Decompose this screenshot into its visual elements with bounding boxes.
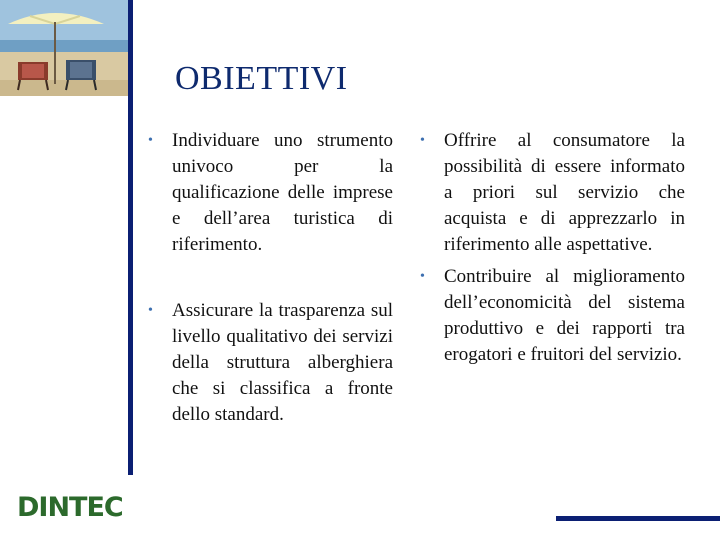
bullet-icon: • <box>420 133 425 148</box>
bottom-accent-line <box>556 516 720 521</box>
left-column <box>148 128 393 428</box>
bullet-item <box>148 128 393 258</box>
bullet-item <box>420 128 685 258</box>
bullet-text: Assicurare la trasparenza sul livello qualitativo dei servizi della struttura alberghiera che si classifica a fronte dello standard. <box>172 300 393 425</box>
bullet-icon: • <box>420 269 425 284</box>
bullet-text: Contribuire al miglioramento dell’economicità del sistema produttivo e dei rapporti tra erogatori e fruitori del servizio. <box>444 266 685 365</box>
slide-title: OBIETTIVI <box>175 60 348 97</box>
bullet-text: Individuare uno strumento univoco per la qualificazione delle imprese e dell’area turistica di riferimento. <box>172 130 393 255</box>
company-logo: DINTEC <box>17 492 123 523</box>
beach-photo <box>0 0 130 96</box>
vertical-accent-bar <box>128 0 133 475</box>
bullet-item <box>148 298 393 428</box>
bullet-text: Offrire al consumatore la possibilità di essere informato a priori sul servizio che acquista e di apprezzarlo in riferimento alle aspettative. <box>444 130 685 255</box>
bullet-icon: • <box>148 133 153 148</box>
right-column <box>420 128 685 368</box>
bullet-item <box>420 264 685 368</box>
bullet-icon: • <box>148 303 153 318</box>
beach-umbrella-chairs-icon <box>0 0 130 96</box>
